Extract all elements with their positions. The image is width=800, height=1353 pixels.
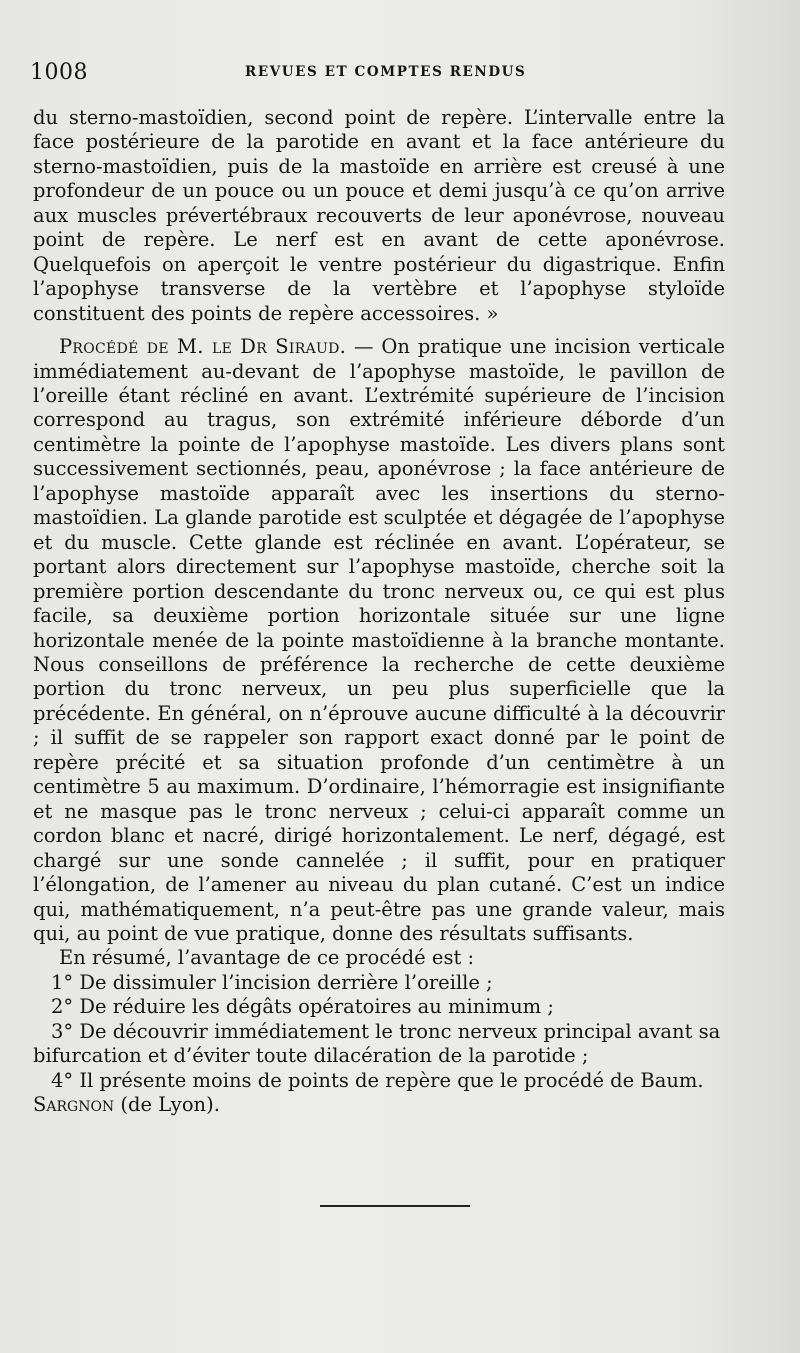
- summary-item: 3° De découvrir immédiatement le tronc nerveux principal avant sa bifurcation et d’éviter toute dilacération de la parotide ;: [33, 1019, 721, 1068]
- page-header: [30, 60, 730, 90]
- summary-item: 1° De dissimuler l’incision derrière l’oreille ;: [51, 970, 493, 994]
- section-divider: [320, 1205, 470, 1207]
- running-head: REVUES ET COMPTES RENDUS: [245, 64, 527, 80]
- procedure-text: — On pratique une incision verticale immédiatement au-devant de l’apophyse mastoïde, le pavillon de l’oreille étant récliné en avant. L’extrémité supérieure de l’incision correspond au tragus, son extrémité inférieure déborde d’un centimètre la pointe de l’apophyse mastoïde. Les divers plans sont successivement sectionnés, peau, aponévrose ; la face antérieure de l’apophyse mastoïde apparaît avec les insertions du sterno-mastoïdien. La glande parotide est sculptée et dégagée de l’apophyse et du muscle. Cette glande est réclinée en avant. L’opérateur, se portant alors directement sur l’apophyse mastoïde, cherche soit la première portion descendante du tronc nerveux ou, ce qui est plus facile, sa deuxième portion horizontale située sur une ligne horizontale menée de la pointe mastoïdienne à la branche montante. Nous conseillons de préférence la recherche de cette deuxième portion du tronc nerveux, un peu plus superficielle que la précédente. En général, on n’éprouve aucune difficulté à la découvrir ; il suffit de se rappeler son rapport exact donné par le point de repère précité et sa situation profonde d’un centimètre à un centimètre 5 au maximum. D’ordinaire, l’hémorragie est insignifiante et ne masque pas le tronc nerveux ; celui-ci apparaît comme un cordon blanc et nacré, dirigé horizontalement. Le nerf, dégagé, est chargé sur une sonde cannelée ; il suffit, pour en pratiquer l’élongation, de l’amener au niveau du plan cutané. C’est un indice qui, mathématiquement, n’a peut-être pas une grande valeur, mais qui, au point de vue pratique, donne des résultats suffisants.: [33, 335, 726, 945]
- page-number: 1008: [30, 60, 88, 85]
- summary-item: 2° De réduire les dégâts opératoires au minimum ;: [51, 995, 554, 1019]
- procedure-paragraph: [33, 335, 725, 946]
- summary-item: 4° Il présente moins de points de repère que le procédé de Baum.: [51, 1068, 704, 1092]
- summary-list: [33, 971, 725, 1093]
- author-name: Sargnon: [33, 1093, 115, 1117]
- author-place: (de Lyon).: [114, 1093, 220, 1117]
- summary-intro: En résumé, l’avantage de ce procédé est :: [59, 946, 475, 970]
- body-text: [33, 106, 725, 1118]
- quote-paragraph: du sterno-mastoïdien, second point de repère. L’intervalle entre la face postérieure de la parotide en avant et la face antérieure du sterno-mastoïdien, puis de la mastoïde en arrière est creusé à une profondeur de un pouce ou un pouce et demi jusqu’à ce qu’on arrive aux muscles prévertébraux recouverts de leur aponévrose, nouveau point de repère. Le nerf est en avant de cette aponévrose. Quelquefois on aperçoit le ventre postérieur du digastrique. Enfin l’apophyse transverse de la vertèbre et l’apophyse styloïde constituent des points de repère accessoires. »: [33, 106, 725, 325]
- procedure-heading: Procédé de M. le Dr Siraud.: [59, 335, 347, 359]
- author-signature: [33, 1093, 725, 1117]
